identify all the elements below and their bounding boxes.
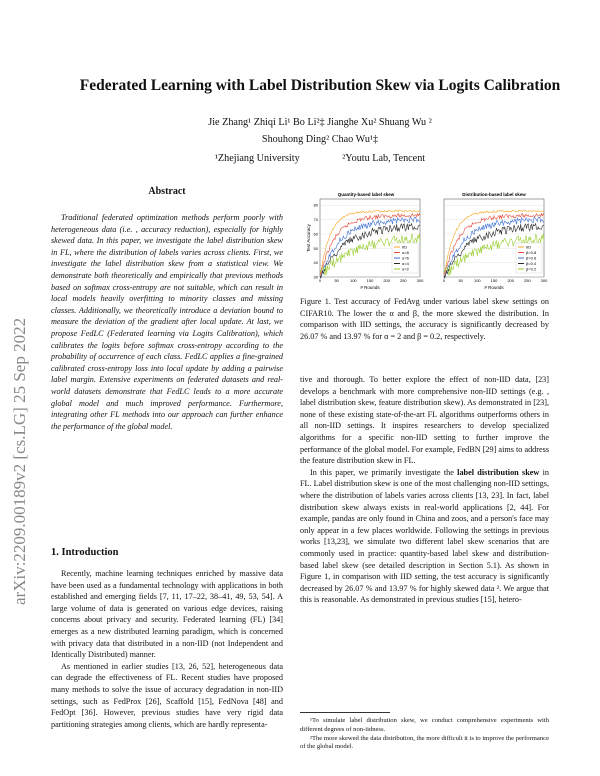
- xtick-label: 150: [490, 278, 498, 283]
- ytick-label: 40: [313, 260, 318, 266]
- affiliation-1: ¹Zhejiang University: [214, 153, 300, 164]
- ytick-label: 30: [313, 274, 318, 280]
- affiliation-2: ²Youtu Lab, Tencent: [342, 153, 426, 164]
- legend-label: β=0.6: [526, 255, 537, 261]
- xtick-label: 50: [334, 278, 339, 283]
- footnote-rule: [300, 712, 390, 713]
- xtick-label: 250: [399, 278, 407, 283]
- ytick-label: 60: [313, 231, 318, 237]
- authors-line-1: Jie Zhang¹ Zhiqi Li¹ Bo Li²‡ Jianghe Xu² Shuang Wu ²: [208, 117, 432, 128]
- legend-label: β=0.2: [526, 266, 537, 272]
- legend-label: IID: [526, 244, 532, 250]
- xtick-label: 0: [318, 278, 322, 283]
- ytick-label: 80: [313, 202, 318, 208]
- xtick-label: 300: [540, 278, 548, 283]
- intro-paragraph-1: Recently, machine learning techniques enriched by massive data have been used as a fundamental technology with applications in both established and emerging fields [7, 11, 17–22, 38–41, 49, 53, 54]. A large volume of data is generated on various edge devices, raising concerns about privacy and security. Federated learning (FL) [34] emerges as a new distributed learning paradigm, which is concerned with privacy data that distributed in a non-IID (not Independent and Identically Distributed) manner.: [51, 569, 283, 660]
- label-distribution-skew-term: label distribution skew: [457, 467, 540, 477]
- introduction-text: [51, 568, 283, 730]
- left-ylabel: Test Accuracy: [306, 224, 311, 252]
- arxiv-id: arXiv:2209.00189v2 [cs.LG] 25 Sep 2022: [10, 317, 29, 605]
- xtick-label: 100: [349, 278, 357, 283]
- legend-label: α=8: [402, 250, 409, 255]
- right-paragraph-2: [300, 467, 549, 606]
- left-plot: [306, 192, 424, 290]
- intro-paragraph-2: As mentioned in earlier studies [13, 26, 52], heterogeneous data can degrade the effectiveness of FL. Recent studies have proposed many methods to solve the issue of accuracy degradation in non-IID settings, such as FedProx [26], Scaffold [15], FedNova [48] and FedOpt [36]. However, previous studies have very rigid data partitioning strategies among clients, which are hardly representa-: [51, 661, 283, 729]
- abstract-text: [51, 212, 283, 432]
- abstract-heading: Abstract: [148, 186, 186, 197]
- figure-caption: [300, 296, 549, 342]
- xtick-label: 250: [523, 278, 531, 283]
- affiliations: [60, 153, 580, 164]
- right-plot-title: Distribution-based label skew: [462, 192, 526, 197]
- ytick-label: 50: [313, 245, 318, 251]
- xtick-label: 200: [507, 278, 515, 283]
- footnote-2: ²The more skewed the data distribution, the more difficult it is to improve the performance of the global model.: [300, 734, 549, 751]
- left-plot-title: Quantity-based label skew: [337, 192, 395, 197]
- xtick-label: 150: [366, 278, 374, 283]
- legend-label: α=6: [402, 255, 409, 261]
- legend-label: IID: [402, 244, 408, 250]
- right-paragraph-1: tive and thorough. To better explore the effect of non-IID data, [23] develops a benchmark with more comprehensive non-IID settings (e.g. , label distribution skew, feature distribution skew). As demonstrated in [23], none of these existing state-of-the-art FL algorithms outperforms others in all non-IID settings. It inspires researchers to develop specialized algorithms for a specific non-IID setting to further improve the performance of the global model. For example, FedBN [29] aims to address the feature distribution skew in FL.: [300, 375, 549, 466]
- xtick-label: 0: [442, 278, 446, 283]
- legend-label: α=2: [402, 266, 409, 272]
- legend-label: β=0.8: [526, 250, 537, 255]
- paper-title: Federated Learning with Label Distribution Skew via Logits Calibration: [79, 77, 561, 94]
- right-xlabel: # Rounds: [484, 285, 504, 290]
- right-column-text: [300, 374, 549, 606]
- arxiv-stamp: [6, 195, 32, 615]
- right-plot: [443, 192, 548, 290]
- ytick-label: 70: [313, 217, 318, 223]
- right-paragraph-2-post: in FL. Label distribution skew is one of the most challenging non-IID settings, where the distribution of labels varies across clients [13, 23]. In fact, label distribution skew always exists in real-world applications [2, 44]. For example, pandas are only found in China and zoos, and a person's face may only appear in a few places worldwide. Following the settings in previous works [13,23], we simulate two different label skew scenarios that are commonly used in practice: quantity-based label skew and distribution-based label skew (see detailed description in Section 5.1). As shown in Figure 1, in comparison with IID setting, the test accuracy is significantly decreased by 26.07 % and 13.97 % for highly skewed data ². We argue that this is reasonable. As demonstrated in previous studies [15], hetero-: [300, 467, 549, 605]
- right-paragraph-2-pre: In this paper, we primarily investigate the: [310, 467, 458, 477]
- author-list: [60, 114, 580, 148]
- legend-label: α=4: [402, 261, 409, 266]
- xtick-label: 300: [416, 278, 424, 283]
- abstract-paragraph: Traditional federated optimization methods perform poorly with heterogeneous data (i.e. , accuracy reduction), especially for highly skewed data. In this paper, we investigate the label distribution skew in FL, where the distribution of labels varies across clients. First, we investigate the label distribution skew from a statistical view. We demonstrate both theoretically and empirically that previous methods based on softmax cross-entropy are not suitable, which can result in local models heavily overfitting to minority classes and missing classes. Additionally, we theoretically introduce a deviation bound to measure the deviation of the gradient after local update. At last, we propose FedLC (Federated learning via Logits Calibration), which calibrates the logits before softmax cross-entropy according to the probability of occurrence of each class. FedLC applies a fine-grained calibrated cross-entropy loss into local update by adding a pairwise label margin. Extensive experiments on federated datasets and real-world datasets demonstrate that FedLC leads to a more accurate global model and much improved performance. Furthermore, integrating other FL methods into our approach can further enhance the performance of the global model.: [51, 213, 283, 431]
- figure-1: [306, 190, 551, 290]
- footnote-1: ¹To simulate label distribution skew, we conduct comprehensive experiments with different degrees of non-iidness.: [300, 717, 549, 733]
- footnotes: [300, 717, 549, 752]
- figure-1-plots: [306, 190, 551, 290]
- figure-1-caption: Figure 1. Test accuracy of FedAvg under various label skew settings on CIFAR10. The lower the α and β, the more skewed the distribution. In comparison with IID settings, the accuracy is significantly decreased by 26.07 % and 13.97 % for α = 2 and β = 0.2, respectively.: [300, 297, 549, 341]
- authors-line-2: Shouhong Ding² Chao Wu¹‡: [261, 134, 379, 145]
- left-xlabel: # Rounds: [360, 285, 380, 290]
- xtick-label: 50: [458, 278, 463, 283]
- xtick-label: 200: [383, 278, 391, 283]
- section-heading-introduction: 1. Introduction: [51, 547, 119, 558]
- legend-label: β=0.4: [526, 261, 537, 266]
- xtick-label: 100: [473, 278, 481, 283]
